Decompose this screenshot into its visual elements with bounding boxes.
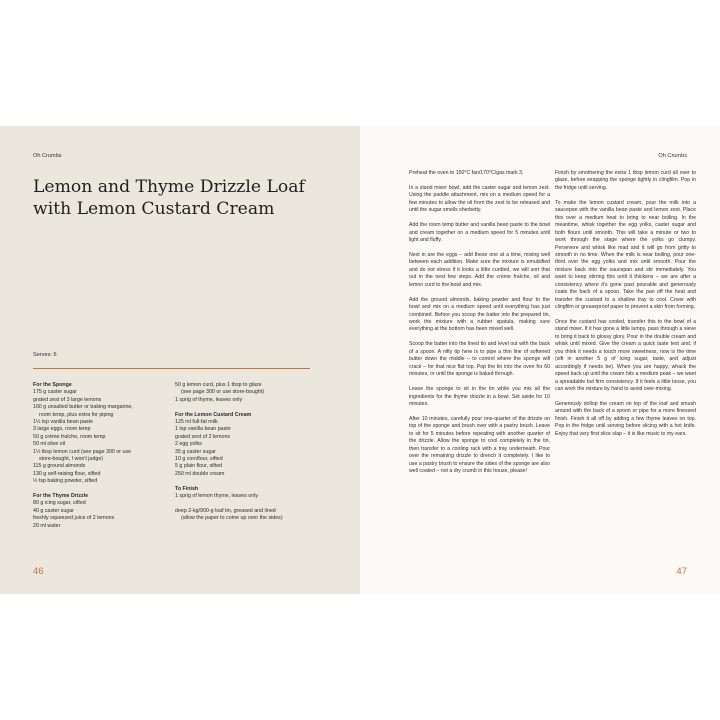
method-paragraph: Preheat the oven to 150°C fan/170°C/gas mark 3. <box>409 170 524 176</box>
ingredients-column-1 <box>33 382 168 530</box>
ingredient-line: 160 g unsalted butter or baking margarine, <box>33 404 133 411</box>
right-page <box>360 126 720 594</box>
recipe-title <box>33 176 333 220</box>
method-paragraph: In a stand mixer bowl, add the caster sugar and lemon zest. Using the paddle attachment, mix on a medium speed for a few minutes to allow the oil from the zest to be released and until the sugar smells sherbetty. <box>409 184 550 214</box>
ingredient-line: 1 sprig of thyme, leaves only <box>175 396 243 403</box>
method-paragraph: Finish by smothering the extra 1 tbsp lemon curd all over to glaze, before wrapping the sponge tightly in clingfilm. Pop in the fridge until serving. <box>555 170 696 191</box>
ingredient-line: 2 egg yolks <box>175 441 202 448</box>
title-line: with Lemon Custard Cream <box>33 199 275 219</box>
running-head: Oh Crumbs <box>33 153 62 159</box>
ingredient-line: 35 g caster sugar <box>175 448 216 455</box>
ingredient-line: 115 g ground almonds <box>33 463 86 470</box>
method-paragraph: To make the lemon custard cream, pour the milk into a saucepan with the vanilla bean paste and lemon zest. Place this over a medium heat to bring to near boiling. In the meantime, whisk together the egg yolks, caster sugar and both flours until smooth. This will take a minute or two to work through the stage where the yolks go clumpy. Persevere and whisk like mad and it will go from gritty to smooth in no time. When the milk is near boiling, pour one-third over the egg yolks and mix until smooth. Pour the mixture back into the saucepan and stir immediately. You want to keep stirring this until it thickens – we are after a consistency where it's gone past pourable and generously coats the back of a spoon. Take the pan off the heat and transfer the custard to a shallow tray to cool. Cover with clingfilm or greaseproof paper to prevent a skin from forming. <box>555 199 696 311</box>
ingredient-line: 40 g caster sugar <box>33 507 74 514</box>
ingredient-line: 130 g self-raising flour, sifted <box>33 470 101 477</box>
ingredient-line: 1 tsp vanilla bean paste <box>175 426 231 433</box>
serves: Serves: 6 <box>33 352 57 358</box>
ingredient-line: 50 g crème fraîche, room temp <box>33 433 106 440</box>
method-column-1 <box>409 170 550 483</box>
ingredients-column-2 <box>175 382 315 523</box>
ingredient-line: (see page 300 or use store-bought) <box>181 389 265 396</box>
ingredient-line: freshly squeezed juice of 2 lemons <box>33 515 115 522</box>
method-paragraph: After 10 minutes, carefully pour one-quarter of the drizzle on top of the sponge and brush over with a pastry brush. Leave to sit for 5 minutes before repeating with another quarter of the drizzle. Allow the sponge to cool completely in the tin, then transfer to a cooling rack with a tray underneath. Pour over the remaining drizzle to drench it completely. I like to use a pastry brush to ensure the sides of the sponge are also well coated – not a dry crumb in this house, please! <box>409 415 550 475</box>
ingredient-heading: To Finish <box>175 485 199 492</box>
method-paragraph: Add the ground almonds, baking powder and flour to the bowl and mix on a medium speed until everything has just combined. Before you scoop the batter into the prepared tin, work the mixture with a rubber spatula, making sure everything at the bottom has been mixed well. <box>409 296 550 333</box>
method-paragraph: Once the custard has cooled, transfer this to the bowl of a stand mixer. If it has gone a little lumpy, pass through a sieve to bring it back to glossy glory. Pour in the double cream and whisk until mixed. Give the cream a quick taste test and, if you think it needs a touch more sweetness, now is the time (sift in another 5 g of icing sugar, taste, and adjust accordingly if needs be). When you are happy, whack the speed back up until the cream hits a medium peak – we want a spreadable but firm consistency. If it feels a little loose, you can work the mixture by hand to avoid over-mixing. <box>555 319 696 393</box>
ingredient-line: grated zest of 3 large lemons <box>33 396 102 403</box>
spacer <box>175 500 315 507</box>
page-number: 46 <box>33 566 44 577</box>
method-paragraph: Next in are the eggs – add these one at a time, mixing well between each addition. Make sure the mixture is emulsified and do not stress if it looks a little curdled, we will sort that out in the next few steps. Add the crème fraîche, oil and lemon curd to the bowl and mix. <box>409 251 550 288</box>
title-line: Lemon and Thyme Drizzle Loaf <box>33 177 305 197</box>
left-page <box>0 126 360 594</box>
page-number: 47 <box>676 566 687 577</box>
ingredient-line: deep 2-kg/900-g loaf tin, greased and lined <box>175 507 276 514</box>
ingredient-line: 5 g plain flour, sifted <box>175 463 223 470</box>
ingredient-heading: For the Sponge <box>33 382 72 388</box>
ingredient-line: 175 g caster sugar <box>33 389 77 396</box>
ingredient-line: 250 ml double cream <box>175 470 225 477</box>
divider-rule <box>33 368 310 369</box>
ingredient-line: 3 large eggs, room temp <box>33 426 91 433</box>
ingredient-line: 80 g icing sugar, sifted <box>33 500 86 507</box>
ingredient-line: 1½ tsp vanilla bean paste <box>33 419 94 426</box>
ingredient-heading: For the Thyme Drizzle <box>33 493 89 500</box>
method-paragraph: Generously dollop the cream on top of the loaf and smush around with the back of a spoon or pipe for a more finessed finish. Finish it all off by adding a few thyme leaves on top. Pop in the fridge until serving before slicing with a hot knife. Enjoy that very first slice slap – it is like music to my ears. <box>555 401 696 437</box>
ingredient-heading: For the Lemon Custard Cream <box>175 411 252 418</box>
ingredient-line: room temp, plus extra for piping <box>39 411 114 418</box>
method-column-2 <box>555 170 696 446</box>
method-paragraph: Scoop the batter into the lined tin and level out with the back of a spoon. A nifty tip here is to pipe a thin line of softened butter down the middle – to control where the sponge will crack – for that nice flat top. Pop the tin into the oven for 60 minutes, or until the sponge is baked through. <box>409 341 550 378</box>
ingredient-line: 10 g cornflour, sifted <box>175 456 223 463</box>
ingredient-line: 50 ml olive oil <box>33 441 66 448</box>
method-paragraph: Add the room temp butter and vanilla bean paste to the bowl and cream together on a medium speed for 5 minutes until light and fluffy. <box>409 222 550 244</box>
ingredient-line: 1½ tbsp lemon curd (see page 300 or use <box>33 448 132 455</box>
method-paragraph: Leave the sponge to sit in the tin while you mix all the ingredients for the thyme drizzle in a bowl. Set aside for 10 minutes. <box>409 386 550 407</box>
ingredient-line: 50 g lemon curd, plus 1 tbsp to glaze <box>175 382 262 388</box>
ingredient-line: 125 ml full-fat milk <box>175 419 218 426</box>
running-head: Oh Crumbs <box>658 153 687 159</box>
ingredient-line: 20 ml water <box>33 522 61 529</box>
ingredient-line: grated zest of 2 lemons <box>175 433 231 440</box>
ingredient-line: ½ tsp baking powder, sifted <box>33 478 98 485</box>
ingredient-line: store-bought, I won't judge) <box>39 456 104 463</box>
ingredient-line: (allow the paper to come up over the sides) <box>181 515 283 522</box>
ingredient-line: 1 sprig of lemon thyme, leaves only <box>175 493 259 500</box>
